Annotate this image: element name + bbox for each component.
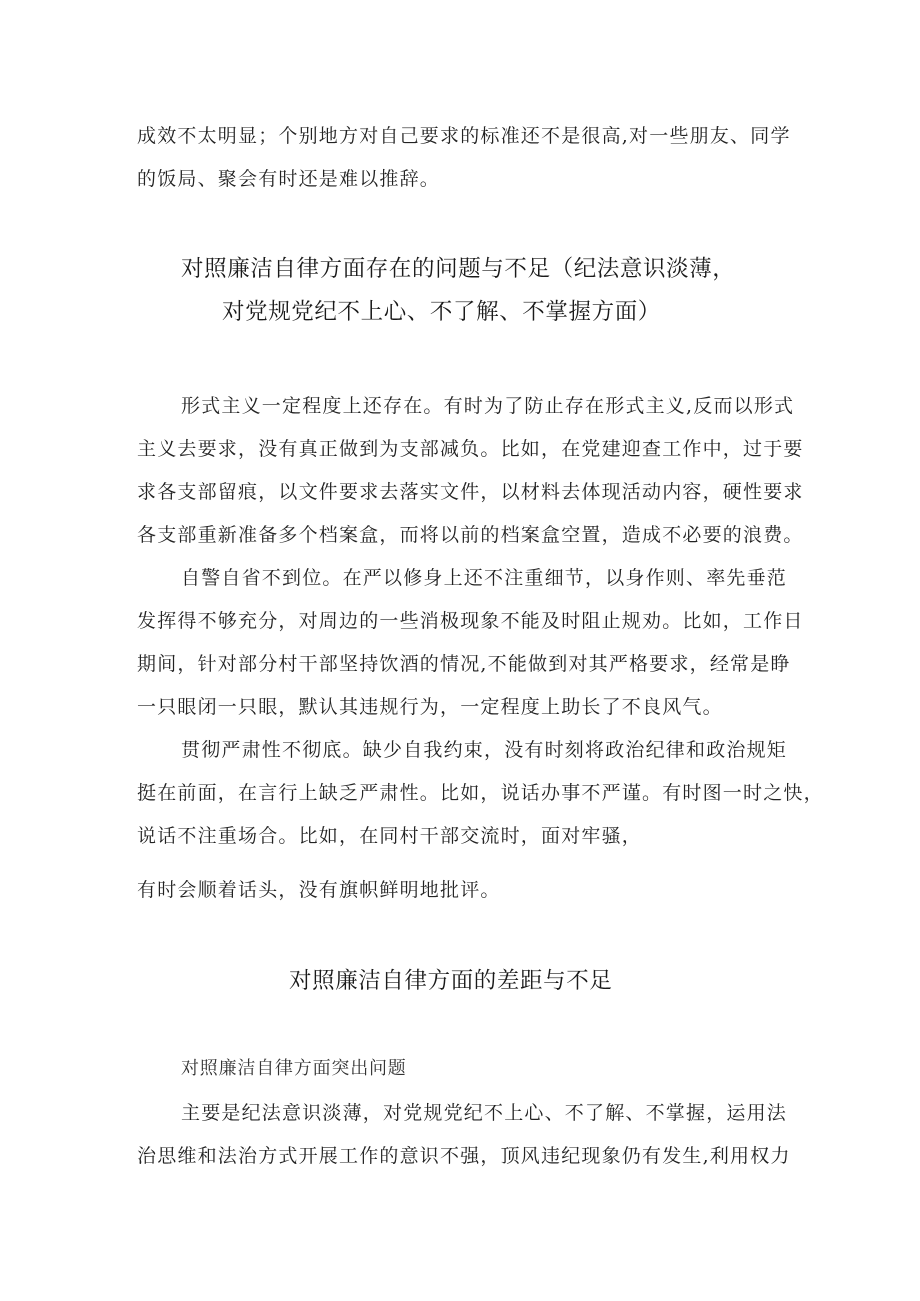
s1-p3-line-2: 挺在前面，在言行上缺乏严肃性。比如，说话办事不严谨。有时图一时之快， (137, 782, 824, 804)
s1-p2-line-1: 自警自省不到位。在严以修身上还不注重细节，以身作则、率先垂范 (181, 567, 788, 589)
section1-title-line-1: 对照廉洁自律方面存在的问题与不足（纪法意识淡薄， (181, 256, 736, 282)
section2-subtitle: 对照廉洁自律方面突出问题 (181, 1058, 407, 1079)
s1-p3-line-1: 贯彻严肃性不彻底。缺少自我约束，没有时刻将政治纪律和政治规矩 (181, 739, 788, 761)
s1-p1-line-1: 形式主义一定程度上还存在。有时为了防止存在形式主义,反而以形式 (181, 395, 795, 417)
section1-title-line-2: 对党规党纪不上心、不了解、不掌握方面） (222, 299, 661, 325)
s1-p3-line-3: 说话不注重场合。比如，在同村干部交流时，面对牢骚， (137, 825, 643, 847)
section2-title: 对照廉洁自律方面的差距与不足 (289, 968, 613, 994)
s1-p2-line-2: 发挥得不够充分，对周边的一些消极现象不能及时阻止规劝。比如，工作日 (137, 610, 804, 632)
s1-p1-line-2: 主义去要求，没有真正做到为支部减负。比如，在党建迎查工作中，过于要 (137, 438, 804, 460)
s1-p1-line-3: 求各支部留痕，以文件要求去落实文件，以材料去体现活动内容，硬性要求 (137, 481, 804, 503)
s2-p1-line-2: 治思维和法治方式开展工作的意识不强，顶风违纪现象仍有发生,利用权力 (137, 1145, 791, 1167)
s1-p1-line-4: 各支部重新准备多个档案盒，而将以前的档案盒空置，造成不必要的浪费。 (137, 524, 804, 546)
s1-p2-line-3: 期间，针对部分村干部坚持饮酒的情况,不能做到对其严格要求，经常是睁 (137, 653, 791, 675)
s1-p2-line-4: 一只眼闭一只眼，默认其违规行为，一定程度上助长了不良风气。 (137, 696, 723, 718)
s1-p3-line-4: 有时会顺着话头，没有旗帜鲜明地批评。 (137, 879, 501, 901)
intro-line-2: 的饭局、聚会有时还是难以推辞。 (137, 168, 441, 190)
s2-p1-line-1: 主要是纪法意识淡薄，对党规党纪不上心、不了解、不掌握，运用法 (181, 1102, 788, 1124)
intro-line-1: 成效不太明显；个别地方对自己要求的标准还不是很高,对一些朋友、同学 (137, 125, 791, 147)
